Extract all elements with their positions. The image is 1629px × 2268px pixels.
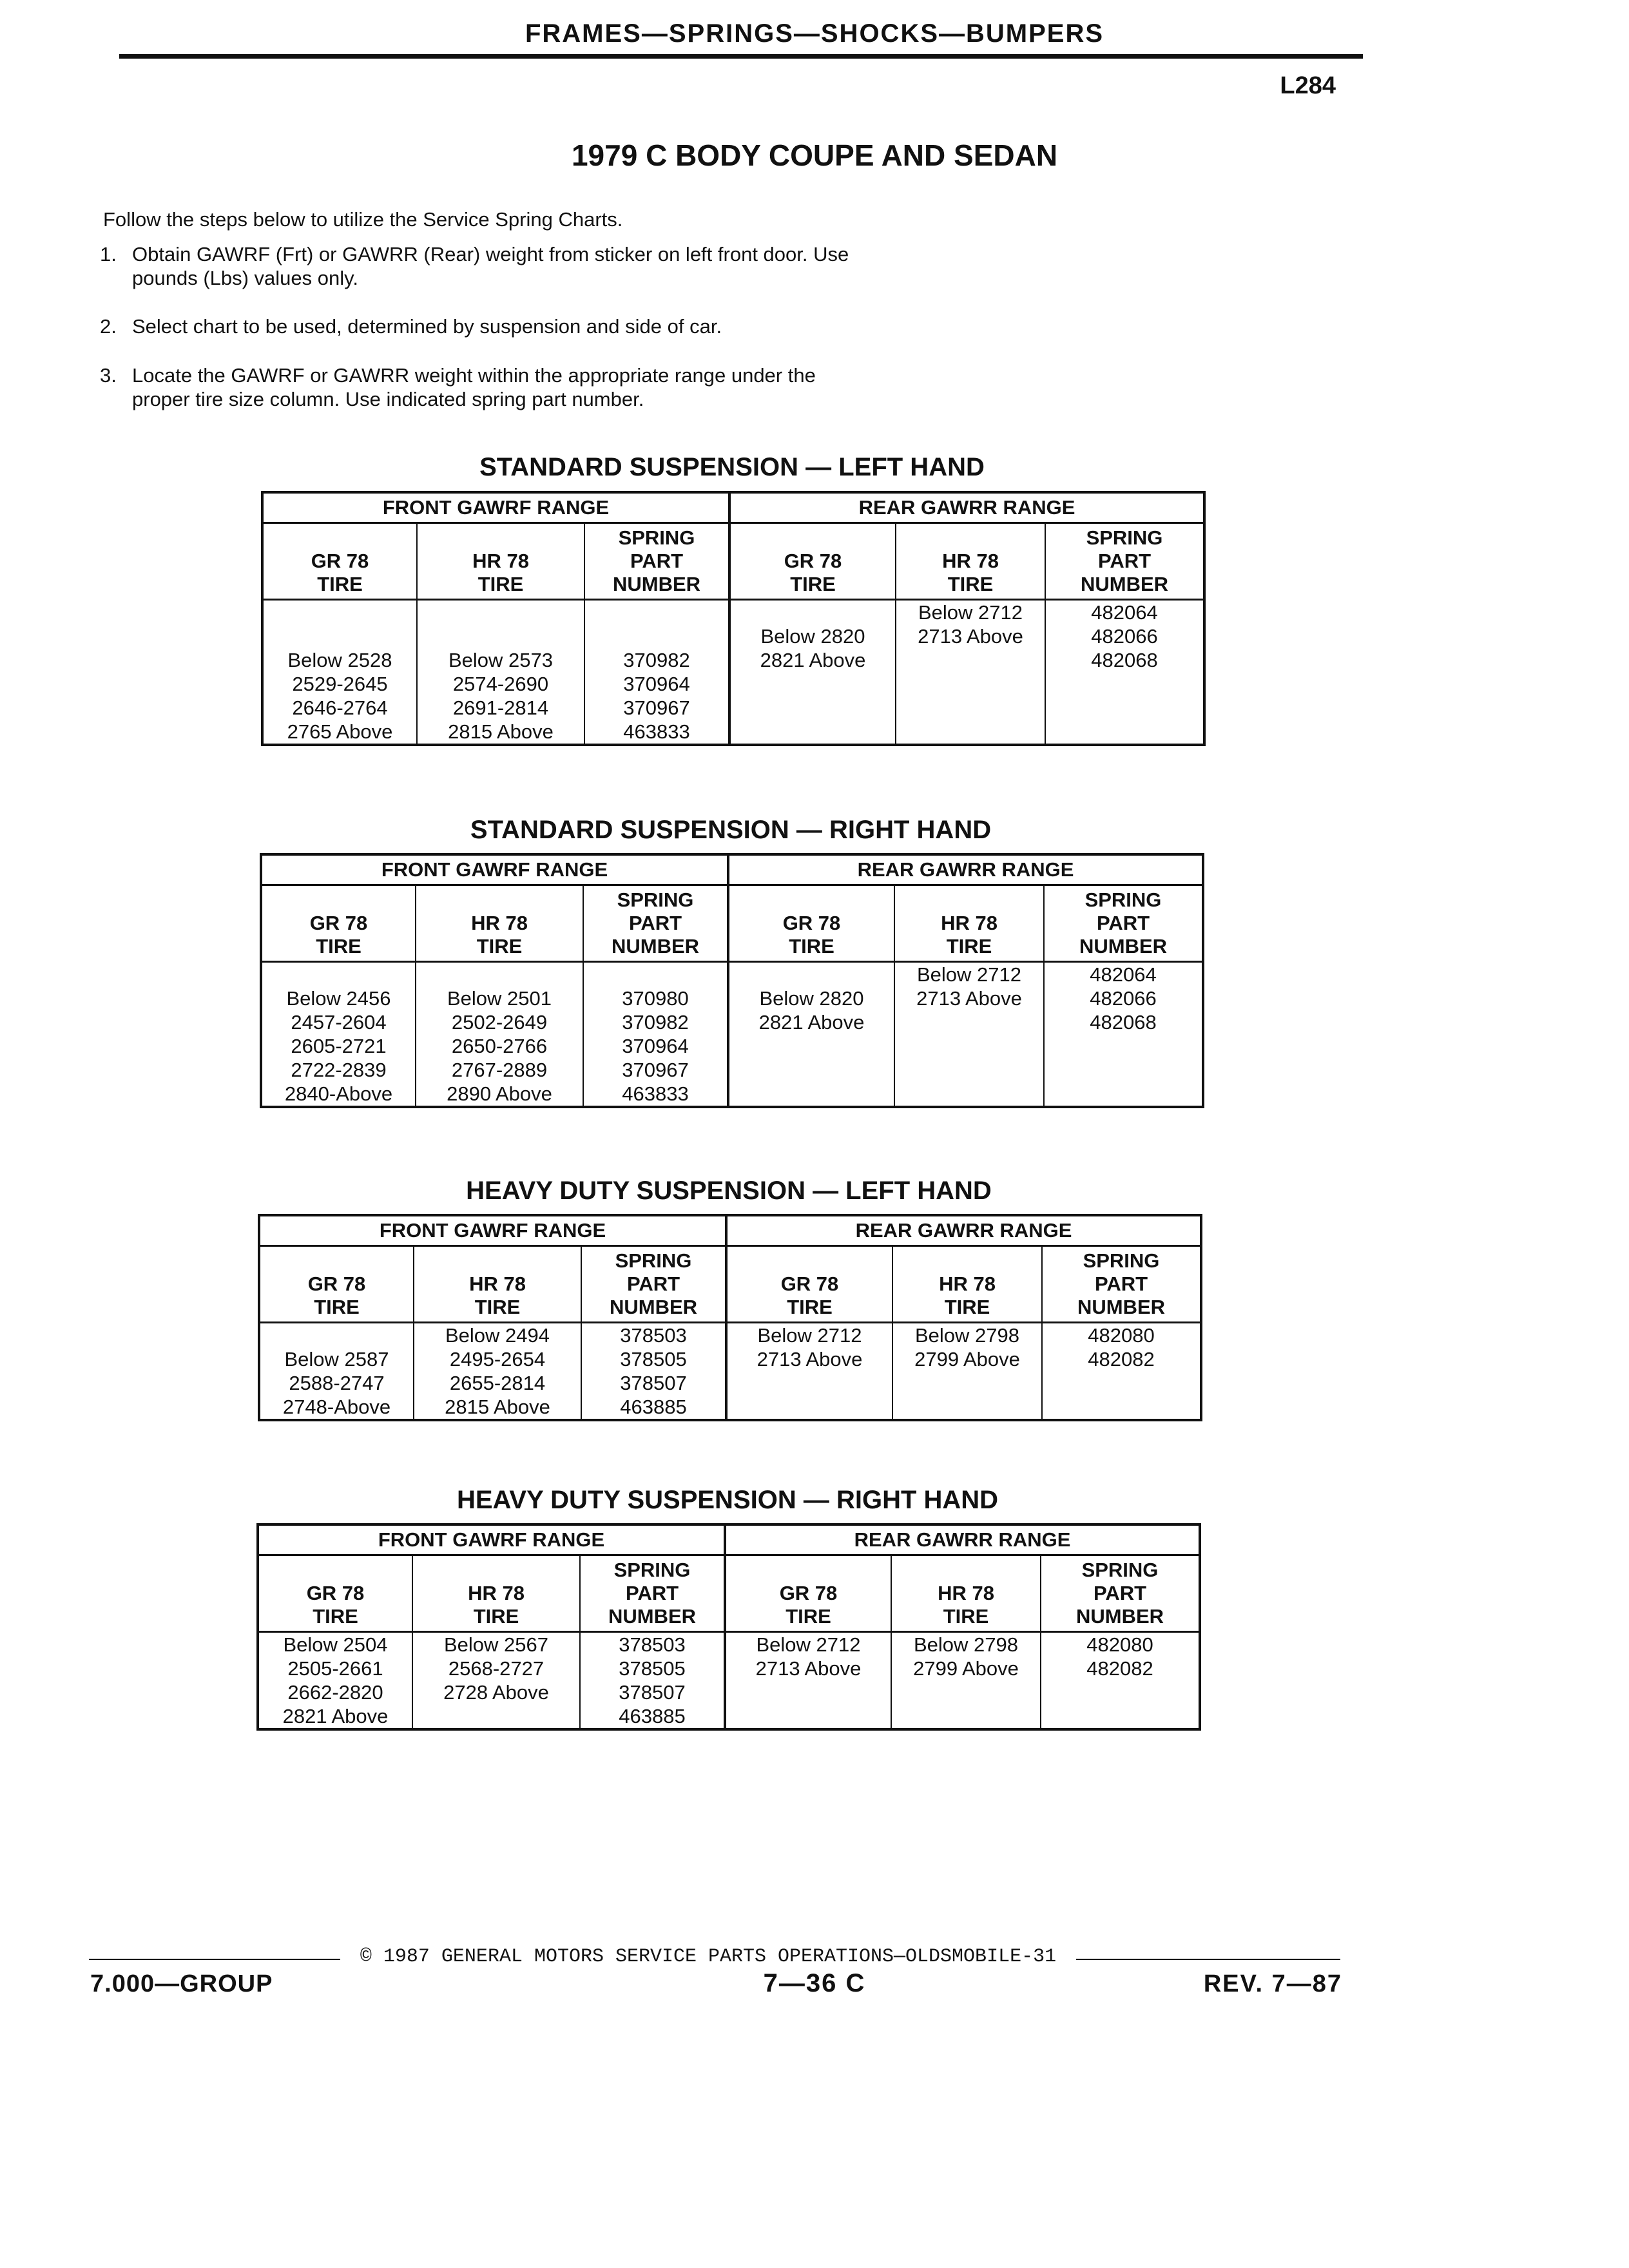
cell-value — [896, 696, 1045, 720]
spring-part-number-header: SPRING PART NUMBER — [580, 1555, 725, 1632]
cell-value: Below 2528 — [287, 649, 392, 671]
cell-value — [731, 601, 895, 624]
cell-value — [729, 963, 894, 986]
front-range-header: FRONT GAWRF RANGE — [261, 854, 728, 885]
cell-value — [892, 1704, 1040, 1728]
cell-value: 2799 Above — [913, 1657, 1019, 1680]
cell-value: 2588-2747 — [289, 1372, 385, 1394]
cell-value: 370982 — [622, 1011, 689, 1033]
cell-value — [1046, 696, 1203, 720]
cell-value: Below 2587 — [284, 1348, 389, 1370]
footer-page-number: 7—36 C — [763, 1969, 866, 1997]
cell-value — [729, 1058, 894, 1082]
cell-value: 2529-2645 — [292, 673, 388, 695]
gr78-tire-header: GR 78 TIRE — [725, 1555, 891, 1632]
rear-hr78-cell — [891, 1632, 1041, 1730]
cell-value — [729, 1034, 894, 1058]
front-hr78-cell — [412, 1632, 580, 1730]
cell-value — [416, 963, 583, 986]
cell-value: 378505 — [620, 1348, 687, 1370]
front-hr78-cell — [414, 1323, 581, 1421]
cell-value: 2646-2764 — [292, 697, 388, 719]
cell-value — [264, 624, 416, 648]
cell-value: 2495-2654 — [449, 1348, 546, 1370]
cell-value: 2722-2839 — [291, 1059, 387, 1081]
document-title: 1979 C BODY COUPE AND SEDAN — [571, 139, 1058, 172]
cell-value: 2605-2721 — [291, 1035, 387, 1057]
cell-value: 2713 Above — [757, 1348, 863, 1370]
cell-value: 378507 — [619, 1681, 686, 1704]
cell-value: Below 2501 — [447, 987, 552, 1010]
cell-value: 370964 — [623, 673, 690, 695]
spring-part-number-header: SPRING PART NUMBER — [1045, 523, 1204, 600]
cell-value — [896, 720, 1045, 744]
cell-value: 463885 — [619, 1705, 686, 1727]
front-hr78-cell — [416, 962, 583, 1108]
rear-spring-cell — [1041, 1632, 1200, 1730]
hr78-tire-header: HR 78 TIRE — [412, 1555, 580, 1632]
cell-value: 2457-2604 — [291, 1011, 387, 1033]
cell-value — [726, 1680, 891, 1704]
rear-spring-cell — [1045, 600, 1204, 745]
spring-part-number-header: SPRING PART NUMBER — [581, 1246, 726, 1323]
cell-value — [1043, 1371, 1200, 1395]
spring-chart-heavy-left — [258, 1214, 1202, 1421]
cell-value — [726, 1704, 891, 1728]
cell-value: 482064 — [1091, 601, 1158, 624]
cell-value: 2748-Above — [282, 1396, 391, 1418]
cell-value: 2728 Above — [443, 1681, 549, 1704]
cell-value: 463833 — [622, 1082, 689, 1105]
front-gr78-cell — [259, 1323, 414, 1421]
cell-value: 482066 — [1090, 987, 1157, 1010]
gr78-tire-header: GR 78 TIRE — [261, 885, 416, 962]
cell-value: Below 2712 — [756, 1633, 861, 1656]
rear-gr78-cell — [725, 1632, 891, 1730]
cell-value: 2821 Above — [282, 1705, 389, 1727]
rear-spring-cell — [1042, 1323, 1201, 1421]
cell-value — [895, 1058, 1043, 1082]
rear-gr78-cell — [728, 962, 894, 1108]
spring-part-number-header: SPRING PART NUMBER — [583, 885, 728, 962]
cell-value: 2568-2727 — [448, 1657, 545, 1680]
gr78-tire-header: GR 78 TIRE — [259, 1246, 414, 1323]
hr78-tire-header: HR 78 TIRE — [417, 523, 584, 600]
front-spring-cell — [583, 962, 728, 1108]
step-text: Locate the GAWRF or GAWRR weight within the appropriate range under the proper tire size column. Use indicated spring part number. — [132, 364, 816, 410]
chart-title: STANDARD SUSPENSION — LEFT HAND — [479, 453, 985, 481]
cell-value: Below 2798 — [914, 1324, 1019, 1347]
spring-part-number-header: SPRING PART NUMBER — [1042, 1246, 1201, 1323]
cell-value: 2815 Above — [448, 720, 554, 743]
cell-value — [1045, 1082, 1202, 1106]
cell-value: Below 2712 — [916, 963, 1021, 986]
cell-value: 370967 — [623, 697, 690, 719]
cell-value — [1045, 1034, 1202, 1058]
page-code: L284 — [1280, 72, 1336, 99]
step-number: 3. — [100, 364, 117, 387]
cell-value — [731, 672, 895, 696]
cell-value — [729, 1082, 894, 1106]
cell-value: 463885 — [620, 1396, 687, 1418]
rear-hr78-cell — [896, 600, 1045, 745]
gr78-tire-header: GR 78 TIRE — [729, 523, 896, 600]
cell-value: Below 2712 — [918, 601, 1023, 624]
cell-value: 2505-2661 — [287, 1657, 383, 1680]
rear-gr78-cell — [726, 1323, 892, 1421]
spring-part-number-header: SPRING PART NUMBER — [1044, 885, 1203, 962]
front-hr78-cell — [417, 600, 584, 745]
cell-value: 2840-Above — [284, 1082, 393, 1105]
cell-value: 370982 — [623, 649, 690, 671]
cell-value: 370967 — [622, 1059, 689, 1081]
spring-part-number-header: SPRING PART NUMBER — [584, 523, 729, 600]
cell-value — [728, 1395, 892, 1419]
cell-value: 463833 — [623, 720, 690, 743]
cell-value: 482080 — [1086, 1633, 1153, 1656]
front-range-header: FRONT GAWRF RANGE — [258, 1524, 725, 1555]
hr78-tire-header: HR 78 TIRE — [891, 1555, 1041, 1632]
cell-value — [728, 1371, 892, 1395]
cell-value — [896, 672, 1045, 696]
cell-value — [585, 601, 728, 624]
gr78-tire-header: GR 78 TIRE — [258, 1555, 412, 1632]
cell-value — [585, 624, 728, 648]
cell-value: Below 2798 — [913, 1633, 1018, 1656]
cell-value: 2890 Above — [447, 1082, 552, 1105]
spring-chart-standard-left — [261, 491, 1206, 746]
cell-value: Below 2820 — [759, 987, 864, 1010]
cell-value: Below 2504 — [283, 1633, 388, 1656]
front-gr78-cell — [258, 1632, 412, 1730]
rear-range-header: REAR GAWRR RANGE — [728, 854, 1203, 885]
front-spring-cell — [580, 1632, 725, 1730]
cell-value — [264, 601, 416, 624]
cell-value — [1046, 720, 1203, 744]
gr78-tire-header: GR 78 TIRE — [726, 1246, 892, 1323]
cell-value — [895, 1034, 1043, 1058]
cell-value: 2821 Above — [758, 1011, 865, 1033]
cell-value: 2799 Above — [914, 1348, 1020, 1370]
intro-text: Follow the steps below to utilize the Service Spring Charts. — [103, 208, 623, 231]
cell-value: Below 2573 — [448, 649, 553, 671]
cell-value: 2650-2766 — [451, 1035, 548, 1057]
cell-value — [584, 963, 727, 986]
front-gr78-cell — [261, 962, 416, 1108]
chart-title: STANDARD SUSPENSION — RIGHT HAND — [470, 816, 992, 844]
cell-value: 2713 Above — [916, 987, 1022, 1010]
step-text: Obtain GAWRF (Frt) or GAWRR (Rear) weight from sticker on left front door. Use pounds (Lbs) values only. — [132, 243, 849, 289]
rear-gr78-cell — [729, 600, 896, 745]
cell-value: Below 2456 — [286, 987, 391, 1010]
cell-value — [1046, 672, 1203, 696]
cell-value: Below 2567 — [443, 1633, 548, 1656]
rear-hr78-cell — [892, 1323, 1042, 1421]
cell-value — [1041, 1704, 1199, 1728]
cell-value: Below 2712 — [757, 1324, 862, 1347]
cell-value — [892, 1680, 1040, 1704]
spring-part-number-header: SPRING PART NUMBER — [1041, 1555, 1200, 1632]
cell-value — [418, 624, 584, 648]
cell-value: 370980 — [622, 987, 689, 1010]
cell-value: 2574-2690 — [452, 673, 549, 695]
cell-value: 2662-2820 — [287, 1681, 383, 1704]
cell-value: 2713 Above — [918, 625, 1023, 648]
cell-value: 378503 — [619, 1633, 686, 1656]
footer-group: 7.000—GROUP — [90, 1970, 273, 1997]
cell-value: 482080 — [1088, 1324, 1155, 1347]
cell-value: 2691-2814 — [452, 697, 549, 719]
cell-value: Below 2494 — [445, 1324, 550, 1347]
cell-value — [1045, 1058, 1202, 1082]
cell-value — [895, 1010, 1043, 1034]
front-gr78-cell — [262, 600, 417, 745]
cell-value: 2713 Above — [755, 1657, 862, 1680]
rear-range-header: REAR GAWRR RANGE — [729, 492, 1204, 523]
gr78-tire-header: GR 78 TIRE — [262, 523, 417, 600]
cell-value: 482068 — [1090, 1011, 1157, 1033]
front-range-header: FRONT GAWRF RANGE — [262, 492, 729, 523]
footer-rule — [1076, 1959, 1340, 1960]
rear-spring-cell — [1044, 962, 1203, 1108]
section-header-title: FRAMES—SPRINGS—SHOCKS—BUMPERS — [525, 19, 1104, 48]
cell-value: 482066 — [1091, 625, 1158, 648]
step-number: 1. — [100, 243, 117, 265]
cell-value: 482068 — [1091, 649, 1158, 671]
hr78-tire-header: HR 78 TIRE — [416, 885, 583, 962]
cell-value: 378505 — [619, 1657, 686, 1680]
hr78-tire-header: HR 78 TIRE — [894, 885, 1044, 962]
cell-value: Below 2820 — [760, 625, 865, 648]
footer-rule — [89, 1959, 340, 1960]
cell-value: 2815 Above — [445, 1396, 550, 1418]
cell-value: 482082 — [1086, 1657, 1153, 1680]
cell-value: 2821 Above — [760, 649, 866, 671]
rear-range-header: REAR GAWRR RANGE — [726, 1215, 1201, 1246]
cell-value — [418, 601, 584, 624]
spring-chart-heavy-right — [256, 1523, 1201, 1731]
cell-value — [896, 648, 1045, 672]
cell-value: 482082 — [1088, 1348, 1155, 1370]
hr78-tire-header: HR 78 TIRE — [414, 1246, 581, 1323]
cell-value: 2502-2649 — [451, 1011, 548, 1033]
cell-value: 370964 — [622, 1035, 689, 1057]
step-text: Select chart to be used, determined by suspension and side of car. — [132, 315, 722, 338]
chart-title: HEAVY DUTY SUSPENSION — LEFT HAND — [466, 1177, 992, 1205]
rear-range-header: REAR GAWRR RANGE — [725, 1524, 1200, 1555]
cell-value: 2765 Above — [287, 720, 393, 743]
footer-revision: REV. 7—87 — [1203, 1970, 1342, 1997]
cell-value: 2655-2814 — [449, 1372, 546, 1394]
cell-value: 2767-2889 — [451, 1059, 548, 1081]
cell-value: 378507 — [620, 1372, 687, 1394]
footer-copyright: © 1987 GENERAL MOTORS SERVICE PARTS OPERATIONS—OLDSMOBILE-31 — [360, 1946, 1057, 1968]
cell-value: 482064 — [1090, 963, 1157, 986]
rear-hr78-cell — [894, 962, 1044, 1108]
front-spring-cell — [581, 1323, 726, 1421]
cell-value — [1043, 1395, 1200, 1419]
cell-value — [895, 1082, 1043, 1106]
cell-value — [893, 1371, 1041, 1395]
cell-value — [1041, 1680, 1199, 1704]
cell-value — [731, 696, 895, 720]
hr78-tire-header: HR 78 TIRE — [896, 523, 1045, 600]
spring-chart-standard-right — [260, 853, 1204, 1108]
step-number: 2. — [100, 315, 117, 338]
chart-title: HEAVY DUTY SUSPENSION — RIGHT HAND — [456, 1486, 999, 1514]
cell-value: 378503 — [620, 1324, 687, 1347]
cell-value — [262, 963, 415, 986]
cell-value — [260, 1323, 413, 1347]
front-range-header: FRONT GAWRF RANGE — [259, 1215, 726, 1246]
cell-value — [413, 1704, 579, 1728]
cell-value — [731, 720, 895, 744]
cell-value — [893, 1395, 1041, 1419]
hr78-tire-header: HR 78 TIRE — [892, 1246, 1042, 1323]
front-spring-cell — [584, 600, 729, 745]
gr78-tire-header: GR 78 TIRE — [728, 885, 894, 962]
header-rule — [119, 54, 1363, 59]
